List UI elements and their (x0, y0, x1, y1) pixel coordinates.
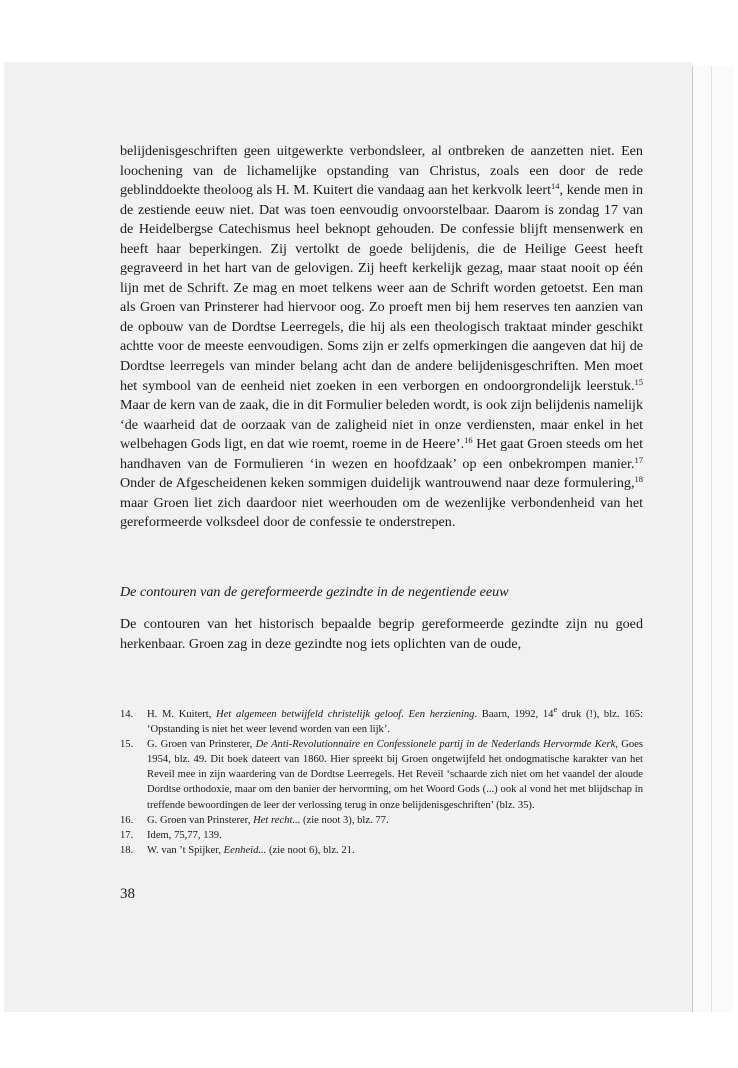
footnote (120, 737, 643, 812)
footnote-title: Het recht... (253, 814, 301, 826)
footnote-number: 17. (120, 829, 134, 841)
footnote-text: G. Groen van Prinsterer, (147, 739, 256, 751)
text-segment: Het gaat Groen steeds om het handhaven van de Formulieren ‘in wezen en hoofdzaak’ op een onbekrompen manier. (120, 436, 643, 472)
footnote-text: . Baarn, 1992, 14 (474, 709, 554, 720)
page-edge-strip (692, 66, 733, 1012)
footnote-ref: 16 (464, 435, 473, 446)
footnotes (120, 704, 644, 858)
footnote-ref: 14 (551, 181, 560, 192)
footnote-text: Idem, 75,77, 139. (147, 829, 222, 841)
footnote (120, 843, 643, 858)
footnote (120, 813, 643, 828)
main-paragraph (120, 142, 643, 533)
footnote-text: druk (!), blz. 165: ‘Opstanding is niet het weer levend worden van een lijk’. (147, 709, 644, 736)
footnote-number: 16. (120, 814, 134, 826)
footnote-text: (zie noot 3), blz. 77. (300, 814, 389, 826)
footnote-ref: 15 (634, 376, 643, 387)
text-segment: , kende men in de zestiende eeuw niet. Dat was toen eenvoudig onvoorstelbaar. Daarom is zondag 17 van de Heidelbergse Catechismus heel beknopt gehouden. De confessie blijft mensenwerk en heeft haar beperkingen. Zij vertolkt de goede belijdenis, die de Heilige Geest heeft gegraveerd in het hart van de gelovigen. Zij heeft kerkelijk gezag, maar staat nooit op één lijn met de Schrift. Ze mag en moet telkens weer aan de Schrift worden getoetst. Een man als Groen van Prinsterer had hiervoor oog. Zo proeft men bij hem reserves ten aanzien van de opbouw van de Dordtse Leerregels, die hij als een theologisch traktaat minder geschikt achtte voor de meeste eenvoudigen. Soms zijn er zelfs opmerkingen die aangeven dat hij de Dordtse leerregels van minder belang acht dan de andere belijdenisgeschriften. Men moet het symbool van de eenheid niet zoeken in een verborgen en ondoorgrondelijk leerstuk. (120, 182, 643, 394)
footnote-number: 18. (120, 844, 134, 856)
footnote-title: Het algemeen betwijfeld christelijk geloof. Een herziening (216, 709, 475, 720)
text-segment: Onder de Afgescheidenen keken sommigen duidelijk wantrouwend naar deze formulering, (120, 475, 635, 492)
footnote-text: W. van ’t Spijker, (147, 844, 224, 856)
footnote-text: H. M. Kuitert, (147, 709, 217, 720)
footnote-number: 15. (120, 739, 134, 751)
text-segment: belijdenisgeschriften geen uitgewerkte verbondsleer, al ontbreken de aanzetten niet. (120, 143, 615, 159)
footnote-number: 14. (120, 709, 134, 720)
footnote-title: Eenheid... (223, 844, 267, 856)
footnote-text: Goes 1954, blz. 49. Dit boek dateert van 1860. Hier spreekt bij Groen ongetwijfeld het ondogmatische karakter van het Reveil mee in zijn waardering van de Dordtse Leerregels. Het Reveil ‘schaarde zich niet om het vaandel der aloude Dordtse orthodoxie, maar om den banier der hervorming, om het Woord Gods (...) ook al vond het met blijdschap in treffende bewoordingen de leer der verlossing terug in onze belijdenisgeschriften’ (blz. 35). (147, 739, 644, 811)
section-heading: De contouren van de gereformeerde gezindte in de negentiende eeuw (120, 584, 509, 600)
footnote-ref: 17 (634, 454, 643, 465)
text-segment: Maar de kern van de zaak, die in dit Formulier beleden wordt, is ook zijn belijdenis namelijk ‘de waarheid dat de oorzaak van de zaligheid niet in onze verdiensten, maar enkel in het welbehagen Gods ligt, en dat wie roemt, roeme in de Heere’. (120, 397, 643, 453)
page-edge-line (711, 66, 712, 1012)
text-segment: Een loochening van de lichamelijke opstanding van Christus, zoals een door de (120, 143, 643, 179)
text-segment: rede geblinddoekte theoloog als H. M. Kuitert die vandaag aan het kerkvolk leert (120, 162, 643, 199)
footnote-ref: 18 (634, 474, 643, 485)
paragraph-text (120, 142, 643, 533)
footnote-text: (zie noot 6), blz. 21. (266, 844, 355, 856)
footnote (120, 704, 644, 737)
second-paragraph: De contouren van het historisch bepaalde begrip gereformeerde gezindte zijn nu goed herkenbaar. Groen zag in deze gezindte nog iets oplichten van de oude, (120, 616, 643, 652)
footnote (120, 828, 643, 843)
footnote-sup: e (553, 704, 558, 714)
footnote-title: De Anti-Revolutionnaire en Confessionele partij in de Nederlands Hervormde Kerk, (255, 739, 618, 751)
footnote-text: G. Groen van Prinsterer, (147, 814, 254, 826)
text-segment: maar Groen liet zich daardoor niet weerhouden om de wezenlijke verbondenheid van het gereformeerde volksdeel door de confessie te onderstrepen. (120, 494, 643, 531)
page-number: 38 (120, 886, 135, 902)
